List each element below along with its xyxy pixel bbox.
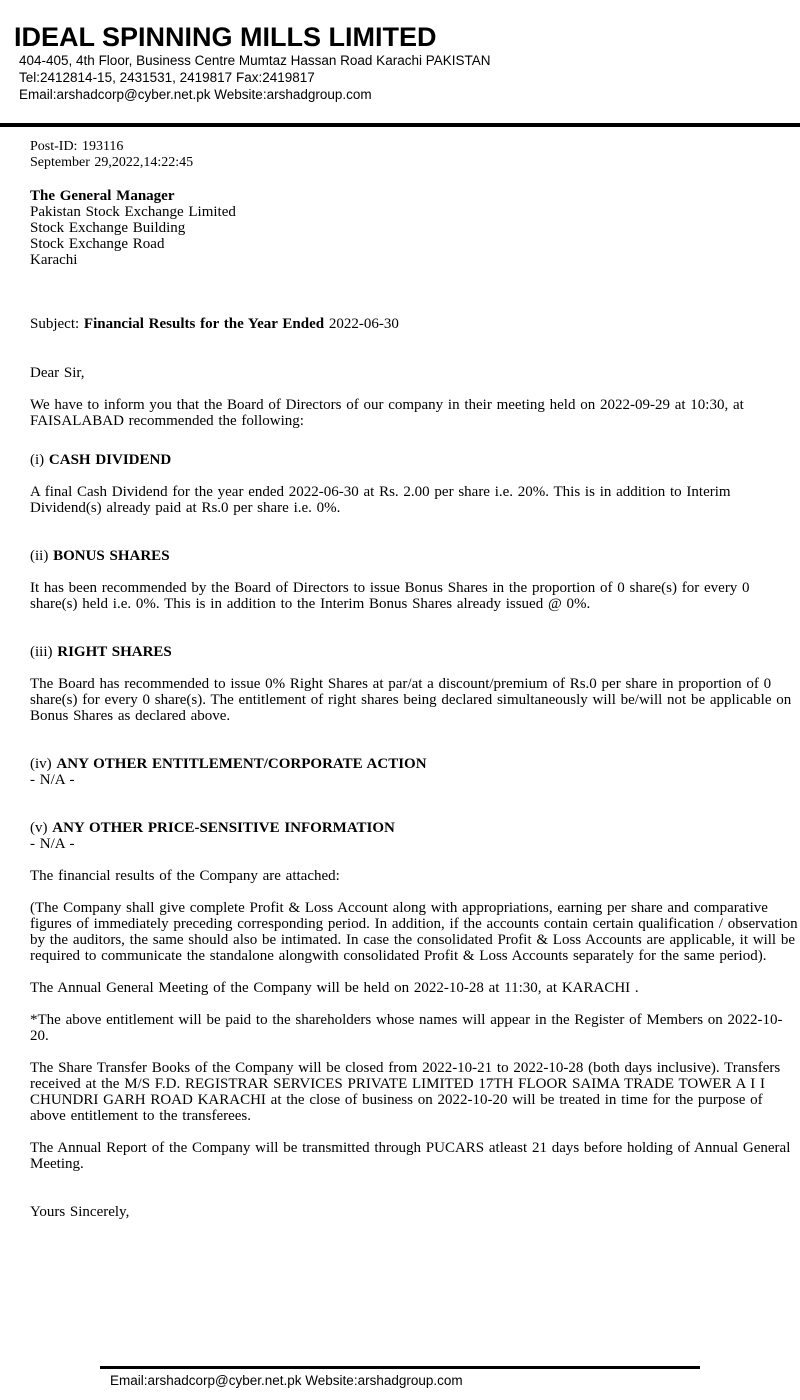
subject-line [30, 316, 800, 332]
section-price-sensitive [30, 820, 800, 852]
recipient-line: Stock Exchange Building [30, 220, 186, 236]
section-heading [30, 452, 800, 468]
header-divider [0, 123, 800, 127]
section-body: It has been recommended by the Board of Directors to issue Bonus Shares in the proportion of 0 share(s) for every 0 share(s) held i.e. 0%. This is in addition to the Interim Bonus Shares already issued @ 0%. [30, 580, 750, 612]
section-heading [30, 820, 800, 836]
letterhead-phone: Tel:2412814-15, 2431531, 2419817 Fax:2419817 [19, 70, 315, 85]
section-other-entitlement [30, 756, 800, 788]
section-title: ANY OTHER PRICE-SENSITIVE INFORMATION [52, 820, 395, 836]
subject-text: Financial Results for the Year Ended [83, 316, 325, 332]
section-title: CASH DIVIDEND [48, 452, 172, 468]
post-id-label: Post-ID: [30, 139, 78, 154]
closing-paragraph: The Annual Report of the Company will be transmitted through PUCARS atleast 21 days before holding of Annual General Meeting. [30, 1140, 791, 1172]
section-bonus-shares [30, 548, 800, 612]
section-numeral: (iii) [30, 644, 53, 660]
recipient-line: Stock Exchange Road [30, 236, 165, 252]
letterhead [0, 0, 800, 103]
section-title: ANY OTHER ENTITLEMENT/CORPORATE ACTION [56, 756, 427, 772]
letterhead-contact: Email:arshadcorp@cyber.net.pk Website:arshadgroup.com [19, 87, 372, 102]
section-right-shares [30, 644, 800, 724]
post-id-line [30, 139, 800, 155]
closing-paragraph: The Share Transfer Books of the Company will be closed from 2022-10-21 to 2022-10-28 (both days inclusive). Transfers received at the M/S F.D. REGISTRAR SERVICES PRIVATE LIMITED 17TH FLOOR SAIMA TRADE TOWER A I I CHUNDRI GARH ROAD KARACHI at the close of business on 2022-10-20 will be treated in time for the purpose of above entitlement to the transferees. [30, 1060, 781, 1124]
section-numeral: (v) [30, 820, 48, 836]
closing-paragraph: (The Company shall give complete Profit & Loss Account along with appropriations, earning per share and comparative figures of immediately preceding corresponding period. In addition, if the accounts contain certain qualification / observation by the auditors, the same should also be intimated. In case the consolidated Profit & Loss Accounts are applicable, it will be required to communicate the standalone alongwith consolidated Profit & Loss Accounts separately for the same period). [30, 900, 798, 964]
section-heading [30, 548, 800, 564]
subject-label: Subject: [30, 316, 80, 332]
closing-paragraph: The Annual General Meeting of the Company will be held on 2022-10-28 at 11:30, at KARACHI . [30, 980, 639, 996]
letter-body [30, 139, 800, 1220]
company-name: IDEAL SPINNING MILLS LIMITED [14, 22, 437, 52]
recipient-line: Karachi [30, 252, 78, 268]
meta-block [30, 139, 800, 171]
section-cash-dividend [30, 452, 800, 516]
section-title: RIGHT SHARES [57, 644, 172, 660]
section-body: The Board has recommended to issue 0% Right Shares at par/at a discount/premium of Rs.0 per share in proportion of 0 share(s) for every 0 share(s). The entitlement of right shares being declared simultaneously will be/will not be applicable on Bonus Shares as declared above. [30, 676, 792, 724]
section-na: - N/A - [30, 772, 75, 788]
section-heading [30, 756, 800, 772]
letterhead-address: 404-405, 4th Floor, Business Centre Mumtaz Hassan Road Karachi PAKISTAN [19, 53, 491, 68]
signoff: Yours Sincerely, [30, 1204, 130, 1220]
datetime-line: September 29,2022,14:22:45 [30, 155, 194, 170]
closing-paragraph: *The above entitlement will be paid to the shareholders whose names will appear in the Register of Members on 2022-10-20. [30, 1012, 783, 1044]
recipient-line: Pakistan Stock Exchange Limited [30, 204, 236, 220]
intro-paragraph: We have to inform you that the Board of Directors of our company in their meeting held on 2022-09-29 at 10:30, at FAISALABAD recommended the following: [30, 397, 744, 429]
footer-contact: Email:arshadcorp@cyber.net.pk Website:arshadgroup.com [110, 1373, 463, 1388]
section-na: - N/A - [30, 836, 75, 852]
subject-date: 2022-06-30 [328, 316, 399, 332]
section-title: BONUS SHARES [53, 548, 170, 564]
closing-paragraph: The financial results of the Company are attached: [30, 868, 340, 884]
section-numeral: (ii) [30, 548, 49, 564]
section-numeral: (i) [30, 452, 45, 468]
salutation: Dear Sir, [30, 365, 85, 381]
section-heading [30, 644, 800, 660]
section-numeral: (iv) [30, 756, 52, 772]
post-id-value: 193116 [81, 139, 124, 154]
recipient-block [30, 188, 800, 268]
recipient-title: The General Manager [30, 188, 175, 204]
footer-divider [100, 1366, 700, 1369]
section-body: A final Cash Dividend for the year ended 2022-06-30 at Rs. 2.00 per share i.e. 20%. This is in addition to Interim Dividend(s) already paid at Rs.0 per share i.e. 0%. [30, 484, 731, 516]
